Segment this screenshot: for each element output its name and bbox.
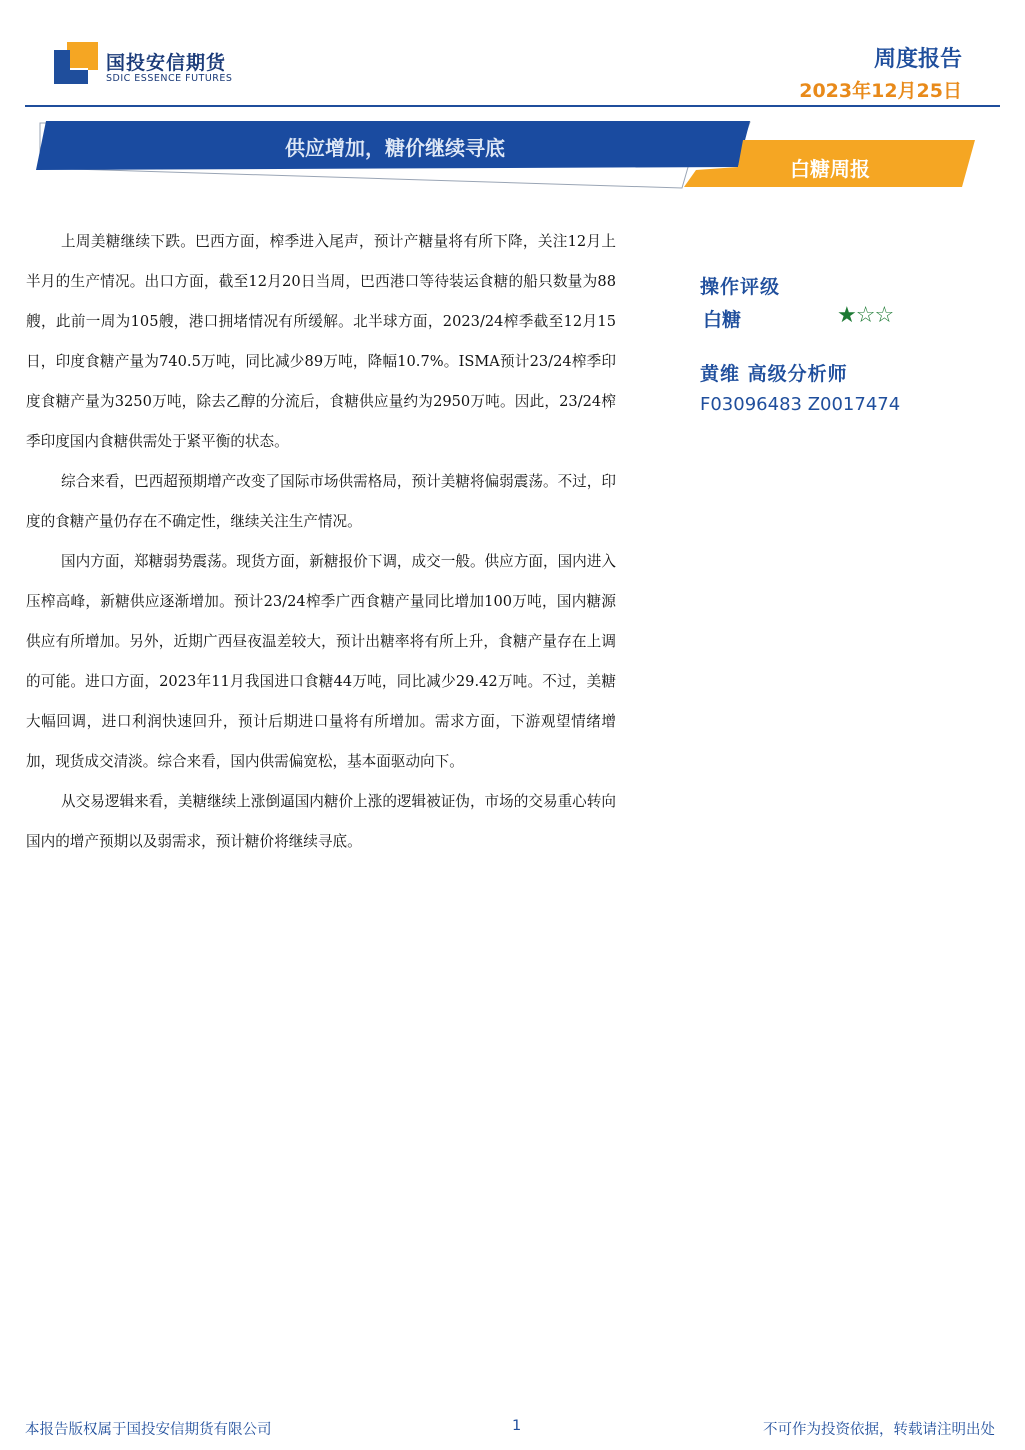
analyst-name: 黄维 高级分析师 (700, 363, 848, 385)
logo-english-name: SDIC ESSENCE FUTURES (106, 73, 233, 84)
body-paragraph-2: 综合来看，巴西超预期增产改变了国际市场供需格局，预计美糖将偏弱震荡。不过，印度的食糖产量仍存在不确定性，继续关注生产情况。 (26, 473, 616, 530)
footer-copyright: 本报告版权属于国投安信期货有限公司 (25, 1422, 272, 1438)
rating-stars-icon: ★☆☆ (837, 303, 894, 328)
logo-chinese-name: 国投安信期货 (106, 52, 227, 74)
body-paragraph-3: 国内方面，郑糖弱势震荡。现货方面，新糖报价下调，成交一般。供应方面，国内进入压榨高峰，新糖供应逐渐增加。预计23/24榨季广西食糖产量同比增加100万吨，国内糖源供应有所增加。另外，近期广西昼夜温差较大，预计出糖率将有所上升，食糖产量存在上调的可能。进口方面，2023年11月我国进口食糖44万吨，同比减少29.42万吨。不过，美糖大幅回调，进口利润快速回升，预计后期进口量将有所增加。需求方面，下游观望情绪增加，现货成交清淡。综合来看，国内供需偏宽松，基本面驱动向下。 (26, 553, 616, 770)
report-category-tag: 白糖周报 (790, 157, 870, 181)
rating-heading: 操作评级 (700, 276, 781, 298)
report-date: 2023年12月25日 (799, 80, 962, 102)
sidebar (700, 272, 940, 415)
rating-row (700, 301, 940, 335)
report-headline: 供应增加，糖价继续寻底 (285, 136, 505, 160)
footer-disclaimer: 不可作为投资依据，转载请注明出处 (763, 1422, 995, 1438)
body-paragraph-1: 上周美糖继续下跌。巴西方面，榨季进入尾声，预计产糖量将有所下降，关注12月上半月的生产情况。出口方面，截至12月20日当周，巴西港口等待装运食糖的船只数量为88艘，此前一周为105艘，港口拥堵情况有所缓解。北半球方面，2023/24榨季截至12月15日，印度食糖产量为740.5万吨，同比减少89万吨，降幅10.7%。ISMA预计23/24榨季印度食糖产量为3250万吨，除去乙醇的分流后，食糖供应量约为2950万吨。因此，23/24榨季印度国内食糖供需处于紧平衡的状态。 (26, 233, 616, 450)
report-type: 周度报告 (873, 47, 962, 72)
analyst-licenses: F03096483 Z0017474 (700, 394, 901, 415)
rating-commodity: 白糖 (703, 309, 742, 331)
report-body (26, 222, 616, 862)
page-number: 1 (512, 1418, 522, 1434)
body-paragraph-4: 从交易逻辑来看，美糖继续上涨倒逼国内糖价上涨的逻辑被证伪，市场的交易重心转向国内的增产预期以及弱需求，预计糖价将继续寻底。 (26, 793, 616, 850)
